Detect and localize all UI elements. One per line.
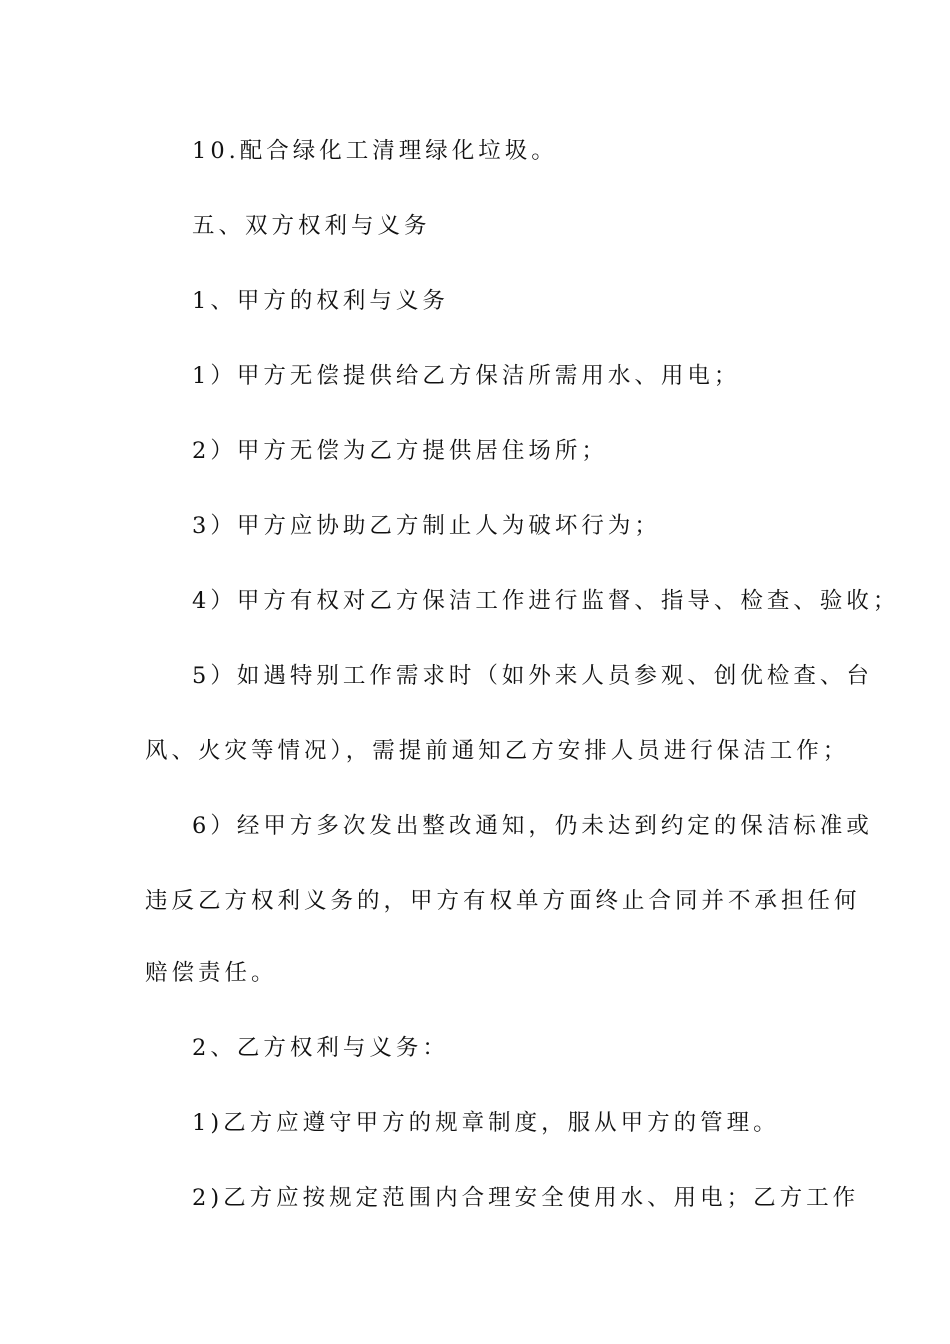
subsection-heading-party-b: 2、乙方权利与义务： <box>192 1035 449 1061</box>
section-heading-rights-obligations: 五、双方权利与义务 <box>192 213 431 239</box>
party-a-item-5-line-2: 风、火灾等情况），需提前通知乙方安排人员进行保洁工作； <box>145 738 850 764</box>
paragraph-item-10: 10.配合绿化工清理绿化垃圾。 <box>192 138 558 164</box>
party-a-item-5-line-1: 5）如遇特别工作需求时（如外来人员参观、创优检查、台 <box>192 663 873 689</box>
party-a-item-1: 1）甲方无偿提供给乙方保洁所需用水、用电； <box>192 363 741 389</box>
party-a-item-3: 3）甲方应协助乙方制止人为破坏行为； <box>192 513 661 539</box>
party-a-item-6-line-3: 赔偿责任。 <box>145 960 278 986</box>
subsection-heading-party-a: 1、甲方的权利与义务 <box>192 288 449 314</box>
party-a-item-6-line-1: 6）经甲方多次发出整改通知，仍未达到约定的保洁标准或 <box>192 813 873 839</box>
party-b-item-1: 1)乙方应遵守甲方的规章制度，服从甲方的管理。 <box>192 1110 780 1136</box>
party-b-item-2: 2)乙方应按规定范围内合理安全使用水、用电；乙方工作 <box>192 1185 860 1211</box>
party-a-item-6-line-2: 违反乙方权利义务的，甲方有权单方面终止合同并不承担任何 <box>145 888 861 914</box>
party-a-item-2: 2）甲方无偿为乙方提供居住场所； <box>192 438 608 464</box>
party-a-item-4: 4）甲方有权对乙方保洁工作进行监督、指导、检查、验收； <box>192 588 900 614</box>
